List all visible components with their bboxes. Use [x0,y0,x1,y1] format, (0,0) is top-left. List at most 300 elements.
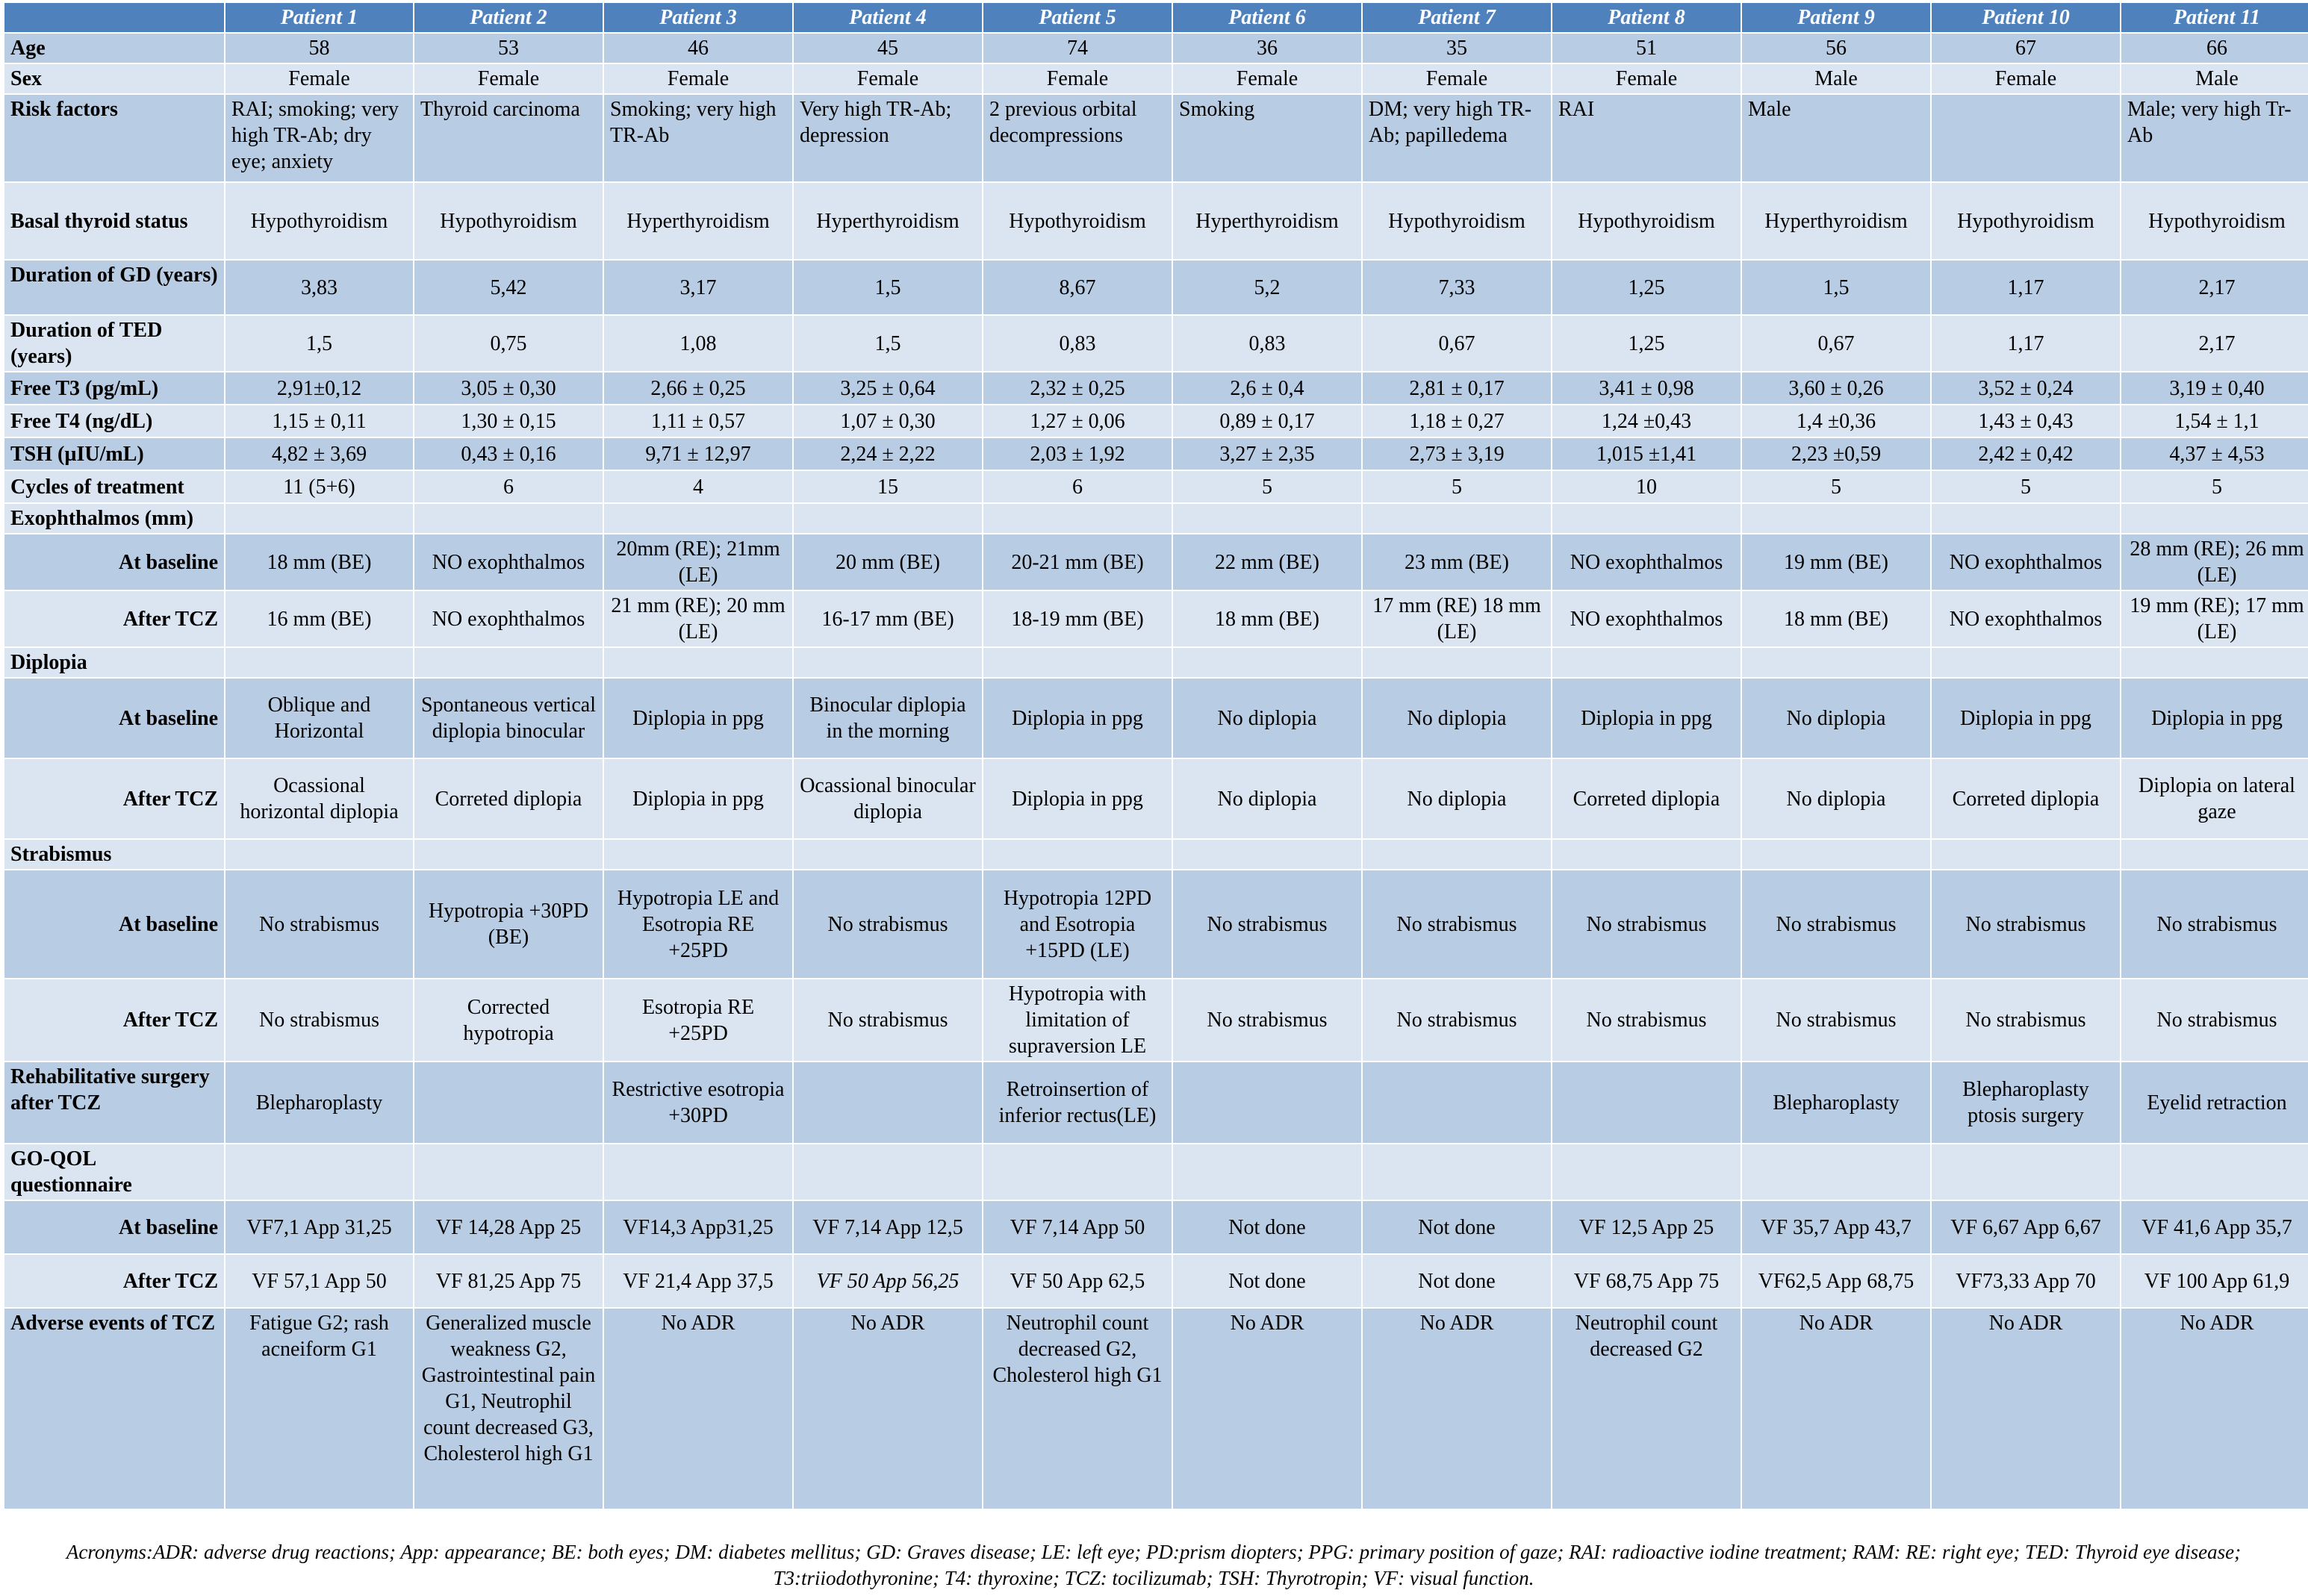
table-cell: Male; very high Tr-Ab [2121,94,2308,182]
table-cell: Correted diplopia [1931,758,2121,839]
table-cell: 16-17 mm (BE) [793,590,983,647]
table-cell [603,503,793,534]
table-cell: Very high TR-Ab; depression [793,94,983,182]
table-cell: Diplopia in ppg [603,758,793,839]
table-cell: DM; very high TR-Ab; papilledema [1362,94,1552,182]
table-cell: 9,71 ± 12,97 [603,437,793,470]
header-patient-4: Patient 4 [793,2,983,33]
table-cell: VF 50 App 56,25 [793,1254,983,1308]
table-cell [414,647,603,678]
table-cell [2121,503,2308,534]
table-cell: 5 [2121,470,2308,503]
table-cell: 15 [793,470,983,503]
header-patient-11: Patient 11 [2121,2,2308,33]
table-cell: 19 mm (BE) [1741,534,1931,590]
table-cell [225,503,414,534]
table-row [4,437,2308,470]
table-cell [603,839,793,870]
table-cell: Female [1552,63,1741,94]
table-cell: 1,5 [1741,260,1931,315]
table-cell: 1,17 [1931,315,2121,372]
table-row [4,1200,2308,1254]
table-cell: No strabismus [225,870,414,979]
table-cell: Not done [1172,1200,1362,1254]
table-cell: No strabismus [1741,870,1931,979]
table-cell [1362,503,1552,534]
table-cell: No strabismus [793,979,983,1062]
table-cell: 3,05 ± 0,30 [414,372,603,405]
table-cell: No ADR [793,1308,983,1509]
row-label: Duration of TED (years) [4,315,225,372]
table-cell: 1,17 [1931,260,2121,315]
table-cell: No strabismus [1172,870,1362,979]
table-cell: VF 41,6 App 35,7 [2121,1200,2308,1254]
header-patient-6: Patient 6 [1172,2,1362,33]
table-cell: 3,60 ± 0,26 [1741,372,1931,405]
table-cell: No diplopia [1172,678,1362,758]
table-cell: VF14,3 App31,25 [603,1200,793,1254]
table-cell: Correted diplopia [1552,758,1741,839]
table-cell: 2,6 ± 0,4 [1172,372,1362,405]
table-cell [1172,503,1362,534]
table-cell: 2,91±0,12 [225,372,414,405]
table-cell: No strabismus [2121,979,2308,1062]
table-row [4,372,2308,405]
table-cell [225,647,414,678]
table-cell: 2,42 ± 0,42 [1931,437,2121,470]
table-cell: 46 [603,33,793,63]
table-cell: Neutrophil count decreased G2 [1552,1308,1741,1509]
table-cell [603,1144,793,1200]
table-cell [414,1144,603,1200]
table-cell: 2,66 ± 0,25 [603,372,793,405]
table-cell: Corrected hypotropia [414,979,603,1062]
table-cell: NO exophthalmos [414,590,603,647]
table-cell [1172,839,1362,870]
table-cell: 1,18 ± 0,27 [1362,405,1552,437]
row-label: Risk factors [4,94,225,182]
table-cell: VF73,33 App 70 [1931,1254,2121,1308]
table-cell: 21 mm (RE); 20 mm (LE) [603,590,793,647]
row-label: After TCZ [4,590,225,647]
table-cell: 5 [1172,470,1362,503]
table-cell: 1,25 [1552,260,1741,315]
table-row [4,534,2308,590]
table-cell: 4,82 ± 3,69 [225,437,414,470]
table-row [4,1308,2308,1509]
table-cell: Hypothyroidism [1552,182,1741,260]
table-cell: 5,2 [1172,260,1362,315]
table-cell: 1,25 [1552,315,1741,372]
table-cell [1552,647,1741,678]
table-cell: Ocassional binocular diplopia [793,758,983,839]
table-cell: 3,19 ± 0,40 [2121,372,2308,405]
patient-table [3,1,2308,1510]
table-cell: No strabismus [225,979,414,1062]
table-cell: 0,83 [1172,315,1362,372]
table-cell: Not done [1362,1200,1552,1254]
header-patient-9: Patient 9 [1741,2,1931,33]
table-cell: 45 [793,33,983,63]
table-cell: 5,42 [414,260,603,315]
table-cell [225,839,414,870]
table-cell: No ADR [2121,1308,2308,1509]
table-row [4,678,2308,758]
row-label: After TCZ [4,979,225,1062]
row-label: At baseline [4,678,225,758]
table-cell: Diplopia in ppg [983,758,1172,839]
table-cell: 2,03 ± 1,92 [983,437,1172,470]
table-cell: 66 [2121,33,2308,63]
table-cell: 3,27 ± 2,35 [1172,437,1362,470]
table-cell: 16 mm (BE) [225,590,414,647]
table-cell: 11 (5+6) [225,470,414,503]
table-cell [793,1062,983,1144]
table-cell: 0,89 ± 0,17 [1172,405,1362,437]
table-cell: 58 [225,33,414,63]
table-cell: 18 mm (BE) [1172,590,1362,647]
table-cell: 6 [414,470,603,503]
table-cell [983,839,1172,870]
table-cell: 3,25 ± 0,64 [793,372,983,405]
table-cell: Female [414,63,603,94]
table-cell: RAI; smoking; very high TR-Ab; dry eye; anxiety [225,94,414,182]
header-patient-3: Patient 3 [603,2,793,33]
row-label: TSH (µIU/mL) [4,437,225,470]
table-cell: No ADR [603,1308,793,1509]
row-label: At baseline [4,534,225,590]
table-row [4,1254,2308,1308]
row-label: Cycles of treatment [4,470,225,503]
table-cell [603,647,793,678]
table-cell: 8,67 [983,260,1172,315]
row-label: Age [4,33,225,63]
table-cell [983,647,1172,678]
table-row [4,1144,2308,1200]
table-cell [983,1144,1172,1200]
table-cell: VF 50 App 62,5 [983,1254,1172,1308]
table-cell [1741,647,1931,678]
table-cell: No strabismus [1741,979,1931,1062]
table-cell: 0,67 [1741,315,1931,372]
table-cell: 4,37 ± 4,53 [2121,437,2308,470]
table-cell: 56 [1741,33,1931,63]
table-cell: No strabismus [793,870,983,979]
table-cell [1362,647,1552,678]
table-cell: 19 mm (RE); 17 mm (LE) [2121,590,2308,647]
table-cell: 3,17 [603,260,793,315]
table-cell [2121,1144,2308,1200]
table-cell: Diplopia on lateral gaze [2121,758,2308,839]
table-cell [1931,839,2121,870]
table-cell: NO exophthalmos [414,534,603,590]
table-cell: NO exophthalmos [1931,590,2121,647]
table-cell: VF 57,1 App 50 [225,1254,414,1308]
table-cell: Restrictive esotropia +30PD [603,1062,793,1144]
table-cell: Diplopia in ppg [603,678,793,758]
row-label: Strabismus [4,839,225,870]
table-row [4,979,2308,1062]
table-cell: 5 [1931,470,2121,503]
table-cell: No ADR [1172,1308,1362,1509]
table-cell [225,1144,414,1200]
header-corner [4,2,225,33]
table-row [4,260,2308,315]
table-cell: Female [1362,63,1552,94]
table-cell: VF 21,4 App 37,5 [603,1254,793,1308]
table-cell: 2,17 [2121,260,2308,315]
row-label: Diplopia [4,647,225,678]
table-cell [414,503,603,534]
table-cell [414,839,603,870]
table-cell: 28 mm (RE); 26 mm (LE) [2121,534,2308,590]
table-cell: 1,4 ±0,36 [1741,405,1931,437]
table-cell: 1,5 [225,315,414,372]
table-cell: No strabismus [1552,870,1741,979]
header-patient-1: Patient 1 [225,2,414,33]
table-cell: Blepharoplasty ptosis surgery [1931,1062,2121,1144]
table-cell: VF 35,7 App 43,7 [1741,1200,1931,1254]
table-cell: 3,52 ± 0,24 [1931,372,2121,405]
row-label: Free T4 (ng/dL) [4,405,225,437]
table-cell [1741,503,1931,534]
table-cell: 74 [983,33,1172,63]
table-cell: Fatigue G2; rash acneiform G1 [225,1308,414,1509]
table-cell: 2,17 [2121,315,2308,372]
table-cell [793,503,983,534]
table-cell: 1,54 ± 1,1 [2121,405,2308,437]
table-cell [1362,1062,1552,1144]
table-cell: No strabismus [1362,979,1552,1062]
table-cell [1931,647,2121,678]
table-cell: Spontaneous vertical diplopia binocular [414,678,603,758]
table-row [4,503,2308,534]
table-cell: 10 [1552,470,1741,503]
table-row [4,647,2308,678]
table-cell: Male [2121,63,2308,94]
row-label: Sex [4,63,225,94]
table-cell: 5 [1741,470,1931,503]
table-cell: Female [1931,63,2121,94]
table-cell [793,1144,983,1200]
table-cell: Blepharoplasty [225,1062,414,1144]
table-cell: 1,43 ± 0,43 [1931,405,2121,437]
table-cell: No diplopia [1172,758,1362,839]
table-cell: Female [793,63,983,94]
table-cell: 2,81 ± 0,17 [1362,372,1552,405]
table-cell [1552,1144,1741,1200]
table-row [4,1062,2308,1144]
table-cell: VF62,5 App 68,75 [1741,1254,1931,1308]
row-label: Duration of GD (years) [4,260,225,315]
table-cell: 2,24 ± 2,22 [793,437,983,470]
table-row [4,590,2308,647]
table-cell: Neutrophil count decreased G2, Cholesterol high G1 [983,1308,1172,1509]
table-cell: 2,73 ± 3,19 [1362,437,1552,470]
table-cell: VF 12,5 App 25 [1552,1200,1741,1254]
table-cell: No strabismus [1931,979,2121,1062]
table-cell: No strabismus [1552,979,1741,1062]
table-cell: Hypotropia 12PD and Esotropia +15PD (LE) [983,870,1172,979]
row-label: Free T3 (pg/mL) [4,372,225,405]
table-cell: Ocassional horizontal diplopia [225,758,414,839]
table-cell [793,839,983,870]
table-cell: No strabismus [1362,870,1552,979]
table-cell: 1,30 ± 0,15 [414,405,603,437]
table-row [4,94,2308,182]
table-cell: 0,83 [983,315,1172,372]
header-patient-7: Patient 7 [1362,2,1552,33]
table-cell: 4 [603,470,793,503]
table-cell: 18 mm (BE) [1741,590,1931,647]
table-cell: No strabismus [2121,870,2308,979]
table-cell: Diplopia in ppg [1552,678,1741,758]
table-cell: Male [1741,63,1931,94]
table-cell: Thyroid carcinoma [414,94,603,182]
table-cell: Smoking [1172,94,1362,182]
table-cell: 1,015 ±1,41 [1552,437,1741,470]
table-cell: 67 [1931,33,2121,63]
table-cell: VF 81,25 App 75 [414,1254,603,1308]
table-row [4,33,2308,63]
table-cell: 20-21 mm (BE) [983,534,1172,590]
table-cell: Hyperthyroidism [1741,182,1931,260]
table-cell [1741,839,1931,870]
table-cell [1362,1144,1552,1200]
table-cell: Female [1172,63,1362,94]
table-cell: Hypotropia with limitation of supraversion LE [983,979,1172,1062]
table-cell: 3,83 [225,260,414,315]
table-cell: 17 mm (RE) 18 mm (LE) [1362,590,1552,647]
table-cell: Smoking; very high TR-Ab [603,94,793,182]
table-row [4,839,2308,870]
table-cell: 1,15 ± 0,11 [225,405,414,437]
table-cell: 18-19 mm (BE) [983,590,1172,647]
table-cell: Hyperthyroidism [1172,182,1362,260]
table-cell: NO exophthalmos [1931,534,2121,590]
row-label: After TCZ [4,1254,225,1308]
table-cell: 2 previous orbital decompressions [983,94,1172,182]
table-cell [1552,1062,1741,1144]
table-cell: VF 100 App 61,9 [2121,1254,2308,1308]
table-cell: Hyperthyroidism [603,182,793,260]
table-cell: VF 68,75 App 75 [1552,1254,1741,1308]
table-cell: 1,27 ± 0,06 [983,405,1172,437]
header-patient-5: Patient 5 [983,2,1172,33]
table-cell [793,647,983,678]
table-cell: 3,41 ± 0,98 [1552,372,1741,405]
table-cell: 5 [1362,470,1552,503]
table-cell: Retroinsertion of inferior rectus(LE) [983,1062,1172,1144]
header-patient-8: Patient 8 [1552,2,1741,33]
row-label: At baseline [4,1200,225,1254]
table-cell [1552,503,1741,534]
table-cell: 51 [1552,33,1741,63]
table-cell: Eyelid retraction [2121,1062,2308,1144]
table-cell: 36 [1172,33,1362,63]
table-cell: 1,24 ±0,43 [1552,405,1741,437]
row-label: At baseline [4,870,225,979]
header-patient-2: Patient 2 [414,2,603,33]
table-cell: 1,5 [793,315,983,372]
table-cell: Blepharoplasty [1741,1062,1931,1144]
table-cell: No diplopia [1362,678,1552,758]
header-patient-10: Patient 10 [1931,2,2121,33]
table-row [4,758,2308,839]
table-cell: Female [225,63,414,94]
table-cell: 0,67 [1362,315,1552,372]
table-cell: VF 7,14 App 12,5 [793,1200,983,1254]
row-label: After TCZ [4,758,225,839]
table-cell: 23 mm (BE) [1362,534,1552,590]
table-cell: Diplopia in ppg [1931,678,2121,758]
table-cell [1172,1144,1362,1200]
table-cell: No diplopia [1362,758,1552,839]
table-cell: 2,23 ±0,59 [1741,437,1931,470]
table-cell: NO exophthalmos [1552,534,1741,590]
row-label: Exophthalmos (mm) [4,503,225,534]
table-cell: Hypothyroidism [225,182,414,260]
table-cell [1362,839,1552,870]
table-cell [2121,647,2308,678]
table-cell: Male [1741,94,1931,182]
table-cell: Not done [1362,1254,1552,1308]
table-cell: 20mm (RE); 21mm (LE) [603,534,793,590]
table-cell: Female [983,63,1172,94]
table-cell [1931,94,2121,182]
table-cell: Correted diplopia [414,758,603,839]
table-cell: 1,08 [603,315,793,372]
table-cell: Hypothyroidism [983,182,1172,260]
table-cell: Diplopia in ppg [983,678,1172,758]
table-cell [1931,1144,2121,1200]
table-cell [1552,839,1741,870]
table-cell: Generalized muscle weakness G2, Gastrointestinal pain G1, Neutrophil count decreased G3, Cholesterol high G1 [414,1308,603,1509]
table-cell [1172,1062,1362,1144]
table-cell: Hypothyroidism [1362,182,1552,260]
table-row [4,63,2308,94]
table-cell [414,1062,603,1144]
table-cell: Hyperthyroidism [793,182,983,260]
table-cell: Hypothyroidism [1931,182,2121,260]
row-label: Basal thyroid status [4,182,225,260]
table-cell: Hypotropia +30PD (BE) [414,870,603,979]
table-cell: 35 [1362,33,1552,63]
table-row [4,315,2308,372]
table-cell: Hypotropia LE and Esotropia RE +25PD [603,870,793,979]
table-cell: Female [603,63,793,94]
table-cell: 0,43 ± 0,16 [414,437,603,470]
table-cell: No ADR [1362,1308,1552,1509]
table-cell: No diplopia [1741,758,1931,839]
table-row [4,405,2308,437]
table-cell: VF7,1 App 31,25 [225,1200,414,1254]
table-cell: 0,75 [414,315,603,372]
table-cell: No ADR [1741,1308,1931,1509]
table-cell: Oblique and Horizontal [225,678,414,758]
table-cell: 1,07 ± 0,30 [793,405,983,437]
table-row [4,470,2308,503]
table-cell: 1,5 [793,260,983,315]
table-cell: Hypothyroidism [414,182,603,260]
table-cell: Esotropia RE +25PD [603,979,793,1062]
table-footnote: Acronyms:ADR: adverse drug reactions; App: appearance; BE: both eyes; DM: diabetes mellitus; GD: Graves disease; LE: left eye; PD:prism diopters; PPG: primary position of gaze; RAI: radioactive iodine treatment; RAM: RE: right eye; TED: Thyroid eye disease; T3:triiodothyronine; T4: thyroxine; TCZ: tocilizumab; TSH: Thyrotropin; VF: visual function. [66,1541,2242,1589]
table-cell: VF 7,14 App 50 [983,1200,1172,1254]
table-cell [1741,1144,1931,1200]
table-cell: No strabismus [1931,870,2121,979]
table-cell [983,503,1172,534]
table-cell [2121,839,2308,870]
